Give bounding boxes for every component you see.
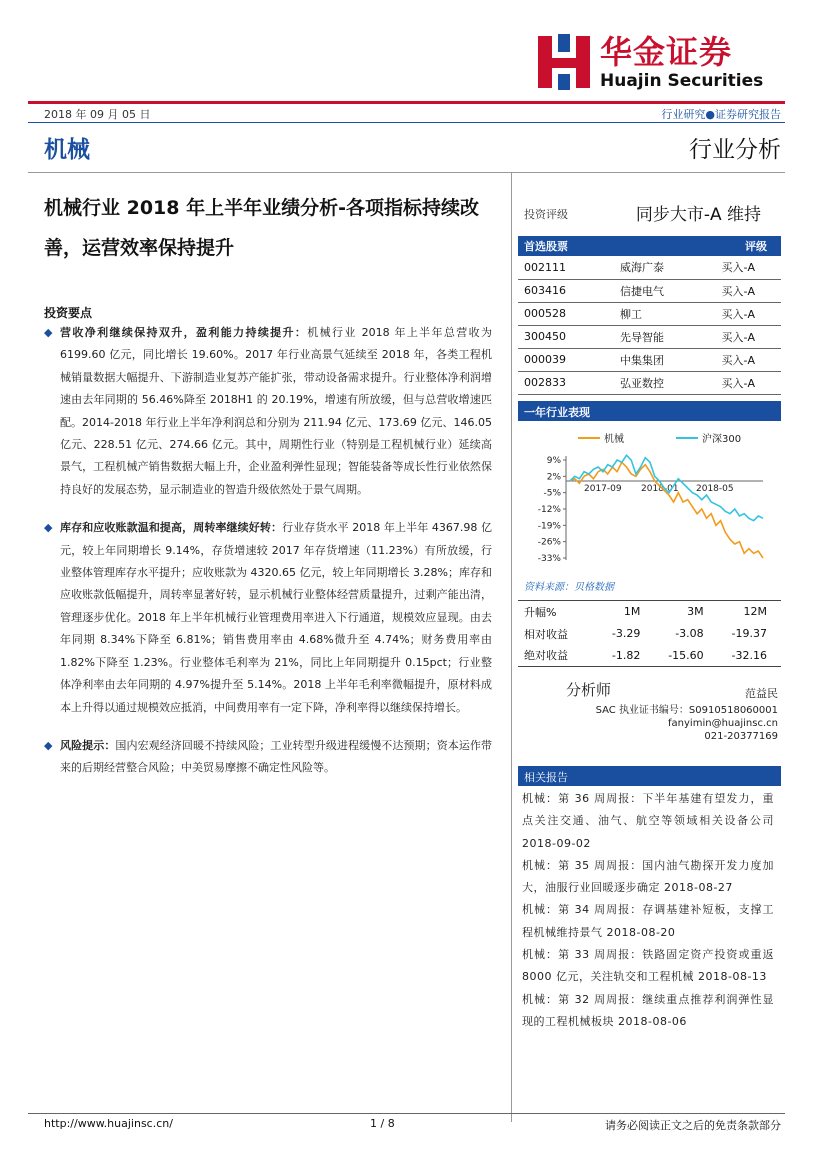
table-row bbox=[518, 279, 781, 302]
investment-rating bbox=[524, 196, 783, 230]
report-type: 行业研究●证券研究报告 bbox=[661, 108, 781, 121]
stock-code: 000528 bbox=[518, 302, 614, 325]
stock-code: 002833 bbox=[518, 371, 614, 394]
brand-mark-icon bbox=[538, 34, 590, 90]
chart-y-tick-label: -33% bbox=[537, 554, 561, 564]
brand-logo bbox=[538, 32, 778, 94]
related-reports-heading: 相关报告 bbox=[518, 766, 781, 786]
header-blue-rule bbox=[28, 122, 785, 123]
stock-rating: 买入-A bbox=[691, 371, 781, 394]
analyst-cert: SAC 执业证书编号：S0910518060001 bbox=[595, 705, 778, 716]
summary-paragraph bbox=[44, 517, 492, 719]
stock-code: 002111 bbox=[518, 256, 614, 279]
report-date: 2018 年 09 月 05 日 bbox=[44, 108, 151, 121]
header-red-rule bbox=[28, 101, 785, 104]
table-row bbox=[518, 302, 781, 325]
stock-rating: 买入-A bbox=[691, 348, 781, 371]
chart-legend-label: 机械 bbox=[604, 434, 624, 445]
stock-rating: 买入-A bbox=[691, 256, 781, 279]
diamond-bullet-icon: ◆ bbox=[44, 738, 53, 752]
rating-value: 同步大市-A 维持 bbox=[635, 205, 761, 225]
analyst-phone: 021-20377169 bbox=[704, 731, 778, 742]
chart-y-tick-label: -12% bbox=[537, 505, 561, 515]
stock-name: 弘亚数控 bbox=[614, 371, 691, 394]
returns-col-header: 3M bbox=[687, 605, 704, 619]
page-number: 1 / 8 bbox=[370, 1117, 395, 1130]
diamond-bullet-icon: ◆ bbox=[44, 326, 53, 339]
chart-x-tick-label: 2017-09 bbox=[584, 484, 622, 494]
table-row bbox=[518, 645, 781, 667]
chart-y-tick-label: -19% bbox=[537, 521, 561, 532]
returns-cell: -15.60 bbox=[668, 648, 704, 662]
stock-name: 中集集团 bbox=[614, 348, 691, 371]
rating-label: 投资评级 bbox=[524, 208, 568, 221]
chart-y-tick-label: 2% bbox=[546, 472, 561, 483]
returns-col-header: 升幅% bbox=[524, 605, 557, 619]
chart-y-tick-label: 9% bbox=[546, 456, 561, 466]
footer-disclaimer: 请务必阅读正文之后的免责条款部分 bbox=[605, 1119, 781, 1132]
chart-x-tick-label: 2018-05 bbox=[696, 484, 734, 494]
footer-rule bbox=[28, 1113, 785, 1114]
summary-body bbox=[44, 322, 492, 796]
summary-heading: 投资要点 bbox=[44, 306, 93, 320]
returns-row-label: 相对收益 bbox=[524, 627, 568, 641]
summary-paragraph bbox=[44, 322, 492, 501]
stock-code: 300450 bbox=[518, 325, 614, 348]
table-row bbox=[518, 348, 781, 371]
performance-heading: 一年行业表现 bbox=[518, 401, 781, 421]
stock-name: 先导智能 bbox=[614, 325, 691, 348]
related-reports-list bbox=[522, 788, 774, 1033]
returns-row-label: 绝对收益 bbox=[524, 649, 568, 663]
diamond-bullet-icon: ◆ bbox=[44, 521, 53, 535]
returns-cell: -1.82 bbox=[611, 648, 641, 662]
paragraph-text: 国内宏观经济回暖不持续风险；工业转型升级进程缓慢不达预期；资本运作带来的后期经营整合风险；中美贸易摩擦不确定性风险等。 bbox=[60, 738, 493, 775]
returns-cell: -3.29 bbox=[611, 627, 641, 640]
source-note: 资料来源：贝格数据 bbox=[524, 582, 614, 593]
analyst-email[interactable]: fanyimin@huajinsc.cn bbox=[668, 718, 778, 729]
paragraph-text: 机械行业 2018 年上半年总营收为 6199.60 亿元，同比增长 19.60%。2017 年行业高景气延续至 2018 年，各类工程机械销量数据大幅提升、下游制造业复苏产能扩张，带动设备需求提升。行业整体净利润增速由去年同期的 56.46%降至 2018H1 的 20.19%，增速有所放缓，但与总营收增速匹配。2014-2018 年行业上半年净利润总和分别为 211.94 亿元、173.69 亿元、146.05 亿元、228.51 亿元、274.66 亿元。其中，周期性行业（特别是工程机械行业）延续高景气，工程机械产销售数据大幅上升，企业盈利弹性显现；智能装备等成长性行业依然保持良好的发展态势，显示制造业的智造升级依然处于景气周期。 bbox=[60, 326, 492, 496]
related-report-item[interactable]: 机械：第 33 周周报：铁路固定资产投资或重返 8000 亿元，关注轨交和工程机械 2018-08-13 bbox=[522, 948, 774, 984]
chart-x-tick-label: 2018-01 bbox=[641, 484, 679, 494]
paragraph-lead: 库存和应收账款温和提高，周转率继续好转： bbox=[60, 521, 283, 535]
related-report-item[interactable]: 机械：第 34 周周报：存调基建补短板，支撑工程机械维持景气 2018-08-20 bbox=[522, 903, 774, 939]
col-header-stock: 首选股票 bbox=[518, 236, 691, 256]
col-header-rating: 评级 bbox=[691, 236, 781, 256]
table-header-row bbox=[518, 236, 781, 256]
stock-code: 603416 bbox=[518, 279, 614, 302]
returns-cell: -3.08 bbox=[675, 627, 704, 640]
related-report-item[interactable]: 机械：第 32 周周报：继续重点推荐利润弹性显现的工程机械板块 2018-08-06 bbox=[522, 992, 774, 1028]
header-divider bbox=[28, 172, 785, 173]
stock-name: 柳工 bbox=[614, 302, 691, 325]
table-row bbox=[518, 256, 781, 279]
preferred-stocks-table bbox=[518, 236, 781, 395]
paragraph-lead: 风险提示： bbox=[60, 738, 116, 752]
brand-name-en: Huajin Securities bbox=[600, 71, 764, 91]
related-report-item[interactable]: 机械：第 36 周周报：下半年基建有望发力，重点关注交通、油气、航空等领域相关设备公司 2018-09-02 bbox=[522, 792, 774, 850]
section-label: 行业分析 bbox=[689, 137, 781, 163]
paragraph-lead: 营收净利继续保持双升，盈利能力持续提升： bbox=[60, 326, 308, 339]
analyst-title: 分析师 bbox=[566, 681, 612, 699]
brand-name-cn: 华金证券 bbox=[600, 33, 733, 71]
returns-table bbox=[518, 600, 781, 667]
performance-line-chart bbox=[518, 424, 781, 570]
chart-y-tick-label: -5% bbox=[543, 488, 561, 499]
chart-legend-label: 沪深300 bbox=[702, 434, 742, 445]
report-title: 机械行业 2018 年上半年业绩分析-各项指标持续改善，运营效率保持提升 bbox=[44, 197, 479, 259]
returns-cell: -19.37 bbox=[731, 627, 767, 640]
returns-col-header: 1M bbox=[623, 605, 641, 619]
paragraph-text: 行业存货水平 2018 年上半年 4367.98 亿元，较上年同期增长 9.14%，存货增速较 2017 年存货增速（11.23%）有所放缓，行业整体管理库存水平提升；应收账款为 4320.65 亿元，较上年同期增长 3.28%；库存和应收账款低幅提升，周转率显著好转，显示机械行业整体经营质量提升，过剩产能出清，管理逐步优化。2018 年上半年机械行业管理费用率进入下行通道，规模效应显现。由去年同期 8.34%下降至 6.81%；销售费用率由 4.68%微升至 4.74%；财务费用率由 1.82%下降至 1.23%。行业整体毛利率为 21%，同比上年同期提升 0.15pct；行业整体净利率由去年同期的 4.97%提升至 5.14%。2018 上半年毛利率微幅提升，原材料成本上升得以通过规模效应抵消，中间费用率有一定下降，净利率得以继续保持增长。 bbox=[60, 521, 492, 714]
returns-cell: -32.16 bbox=[731, 648, 767, 662]
footer-url-link[interactable]: http://www.huajinsc.cn/ bbox=[44, 1117, 173, 1130]
analyst-name: 范益民 bbox=[745, 687, 778, 700]
returns-col-header: 12M bbox=[743, 605, 767, 619]
stock-rating: 买入-A bbox=[691, 302, 781, 325]
summary-paragraph bbox=[44, 735, 492, 780]
sector-name: 机械 bbox=[44, 137, 90, 163]
table-row bbox=[518, 623, 781, 645]
table-row bbox=[518, 371, 781, 394]
stock-name: 信捷电气 bbox=[614, 279, 691, 302]
chart-y-tick-label: -26% bbox=[537, 537, 561, 548]
returns-header-row bbox=[518, 601, 781, 623]
stock-name: 威海广泰 bbox=[614, 256, 691, 279]
related-report-item[interactable]: 机械：第 35 周周报：国内油气勘探开发力度加大，油服行业回暖逐步确定 2018-08-27 bbox=[522, 858, 774, 895]
table-row bbox=[518, 325, 781, 348]
stock-rating: 买入-A bbox=[691, 279, 781, 302]
stock-rating: 买入-A bbox=[691, 325, 781, 348]
column-divider bbox=[511, 172, 512, 1122]
stock-code: 000039 bbox=[518, 348, 614, 371]
